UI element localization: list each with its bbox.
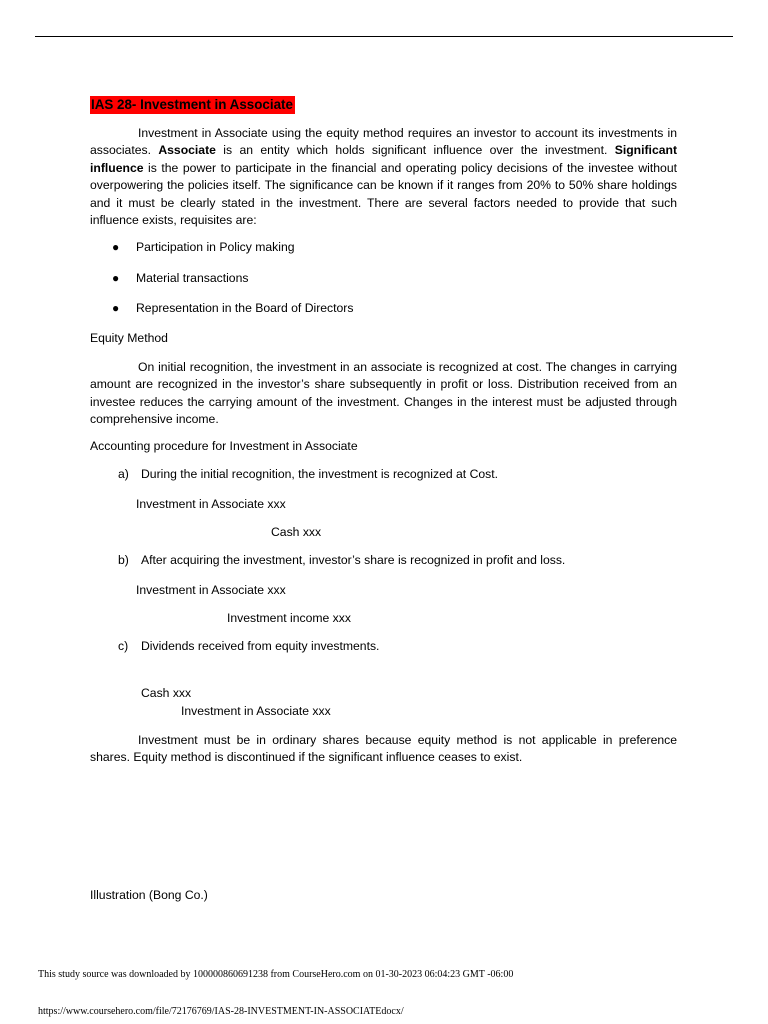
step-text: Dividends received from equity investments. [141,639,380,653]
header-rule [35,36,733,37]
bullet-icon: ● [112,271,120,285]
bullet-icon: ● [112,301,120,315]
equity-method-paragraph [90,359,677,429]
journal-credit: Cash xxx [271,525,322,539]
step-marker: c) [118,639,129,653]
term-associate: Associate [158,143,216,158]
journal-debit: Cash xxx [141,686,192,700]
journal-credit: Investment in Associate xxx [181,704,331,718]
procedure-heading: Accounting procedure for Investment in Associate [90,439,358,453]
bullet-item: Material transactions [136,271,249,285]
intro-part3: is the power to participate in the financial and operating policy decisions of the investee without overpowering the policies itself. The significance can be known if it ranges from 20% to 50% share holdings and it must be clearly stated in the investment. There are several factors needed to provide that such influence exists, requisites are: [90,160,677,228]
intro-part1: Investment in Associate using the equity method requires an investor to account its investments in associates. [90,126,677,158]
bullet-item: Participation in Policy making [136,240,295,254]
bullet-icon: ● [112,240,120,254]
step-marker: b) [118,553,129,567]
equity-method-heading: Equity Method [90,331,168,345]
document-title: IAS 28- Investment in Associate [91,97,293,112]
journal-credit: Investment income xxx [227,611,351,625]
illustration-label: Illustration (Bong Co.) [90,888,208,902]
download-note: This study source was downloaded by 100000860691238 from CourseHero.com on 01-30-2023 06:04:23 GMT -06:00 [38,969,514,980]
equity-method-text: On initial recognition, the investment in an associate is recognized at cost. The changes in carrying amount are recognized in the investor’s share subsequently in profit or loss. Distribution received from an investee reduces the carrying amount of the investment. Changes in the interest must be adjusted through comprehensive income. [90,360,677,427]
source-url[interactable]: https://www.coursehero.com/file/72176769/IAS-28-INVESTMENT-IN-ASSOCIATEdocx/ [38,1006,404,1017]
intro-part2: is an entity which holds significant influence over the investment. [215,143,615,158]
step-text: During the initial recognition, the investment is recognized at Cost. [141,467,499,481]
step-text: After acquiring the investment, investor’s share is recognized in profit and loss. [141,553,566,567]
bullet-item: Representation in the Board of Directors [136,301,354,315]
closing-paragraph [90,732,677,767]
closing-text: Investment must be in ordinary shares because equity method is not applicable in preference shares. Equity method is discontinued if the significant influence ceases to exist. [90,733,677,765]
journal-debit: Investment in Associate xxx [136,583,286,597]
step-marker: a) [118,467,129,481]
term-significant-influence: Significant influence [90,143,677,175]
intro-paragraph [90,125,677,229]
journal-debit: Investment in Associate xxx [136,497,286,511]
